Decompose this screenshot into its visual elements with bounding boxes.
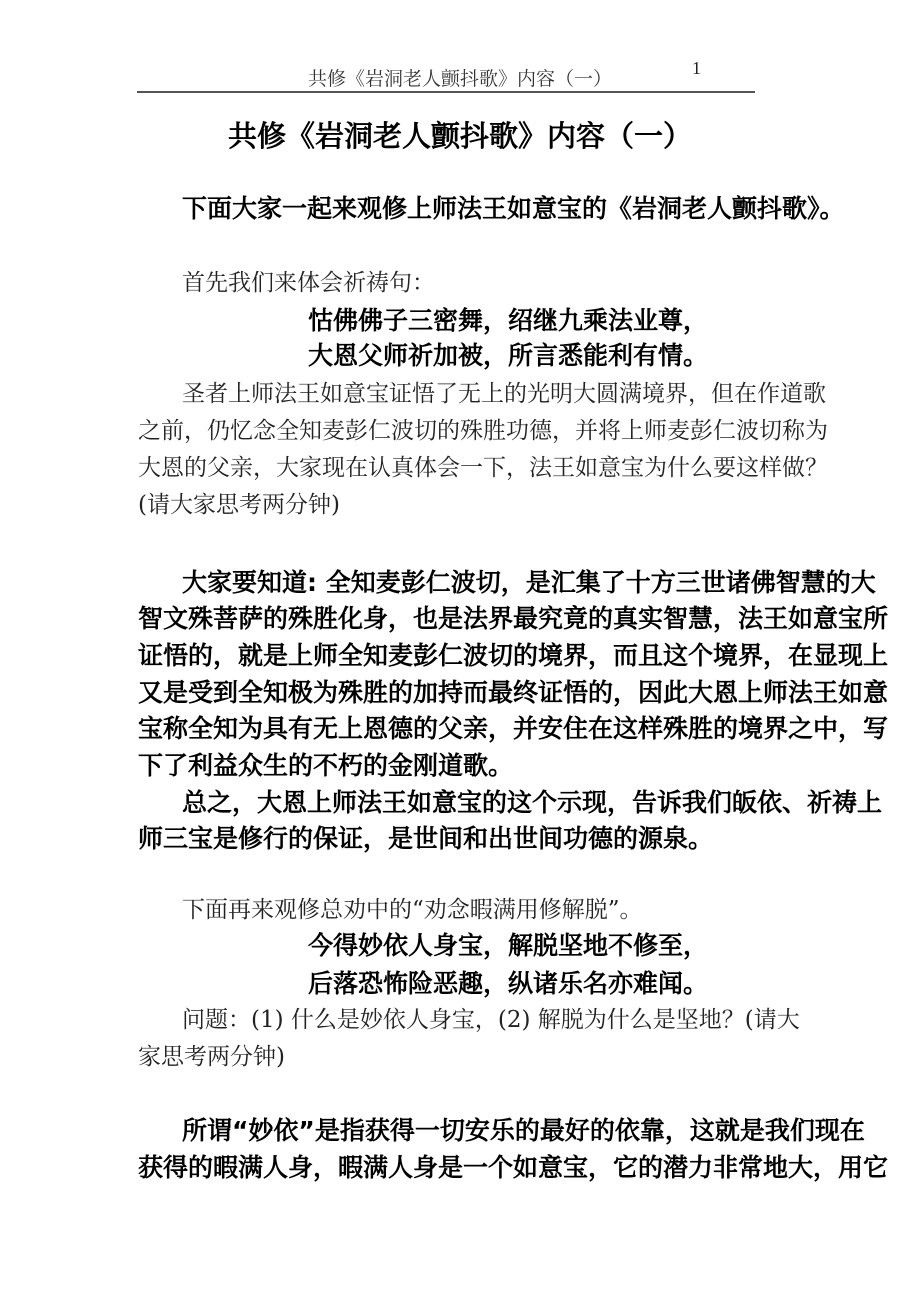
paragraph-line: 圣者上师法王如意宝证悟了无上的光明大圆满境界，但在作道歌	[182, 381, 826, 407]
paragraph-line: 大恩的父亲，大家现在认真体会一下，法王如意宝为什么要这样做？	[138, 455, 828, 481]
paragraph-line: 获得的暇满人身，暇满人身是一个如意宝，它的潜力非常地大，用它	[138, 1153, 889, 1182]
paragraph-line: 证悟的，就是上师全知麦彭仁波切的境界，而且这个境界，在显现上	[138, 641, 889, 670]
header-rule	[137, 91, 755, 93]
prayer-intro: 首先我们来体会祈祷句：	[182, 270, 435, 296]
verse-line: 大恩父师祈加被，所言悉能利有情。	[308, 341, 709, 370]
paragraph-line: 师三宝是修行的保证，是世间和出世间功德的源泉。	[138, 824, 714, 853]
paragraph-line: (请大家思考两分钟)	[138, 492, 340, 518]
page-title: 共修《岩洞老人颤抖歌》内容（一）	[227, 119, 692, 153]
running-header: 共修《岩洞老人颤抖歌》内容（一）	[307, 69, 612, 90]
paragraph-line: 之前，仍忆念全知麦彭仁波切的殊胜功德，并将上师麦彭仁波切称为	[138, 418, 828, 444]
verse2-intro: 下面再来观修总劝中的“劝念暇满用修解脱”。	[182, 897, 643, 923]
verse-line: 怙佛佛子三密舞，绍继九乘法业尊，	[308, 306, 709, 335]
question-line: 家思考两分钟)	[138, 1044, 285, 1070]
verse-line: 后落恐怖险恶趣，纵诸乐名亦难闻。	[308, 969, 709, 998]
verse-line: 今得妙依人身宝，解脱坚地不修至，	[308, 931, 709, 960]
paragraph-line: 总之，大恩上师法王如意宝的这个示现，告诉我们皈依、祈祷上	[182, 788, 883, 817]
paragraph-line: 大家要知道: 全知麦彭仁波切，是汇集了十方三世诸佛智慧的大	[182, 568, 876, 597]
paragraph-line: 所谓“妙依”是指获得一切安乐的最好的依靠，这就是我们现在	[182, 1116, 865, 1145]
paragraph-line: 宝称全知为具有无上恩德的父亲，并安住在这样殊胜的境界之中，写	[138, 714, 889, 743]
paragraph-line: 又是受到全知极为殊胜的加持而最终证悟的，因此大恩上师法王如意	[138, 678, 889, 707]
question-line: 问题：(1) 什么是妙依人身宝，(2) 解脱为什么是坚地？(请大	[182, 1007, 800, 1033]
paragraph-line: 智文殊菩萨的殊胜化身，也是法界最究竟的真实智慧，法王如意宝所	[138, 604, 889, 633]
intro-paragraph: 下面大家一起来观修上师法王如意宝的《岩洞老人颤抖歌》。	[182, 194, 845, 223]
page-number: 1	[692, 58, 701, 78]
paragraph-line: 下了利益众生的不朽的金刚道歌。	[138, 751, 514, 780]
